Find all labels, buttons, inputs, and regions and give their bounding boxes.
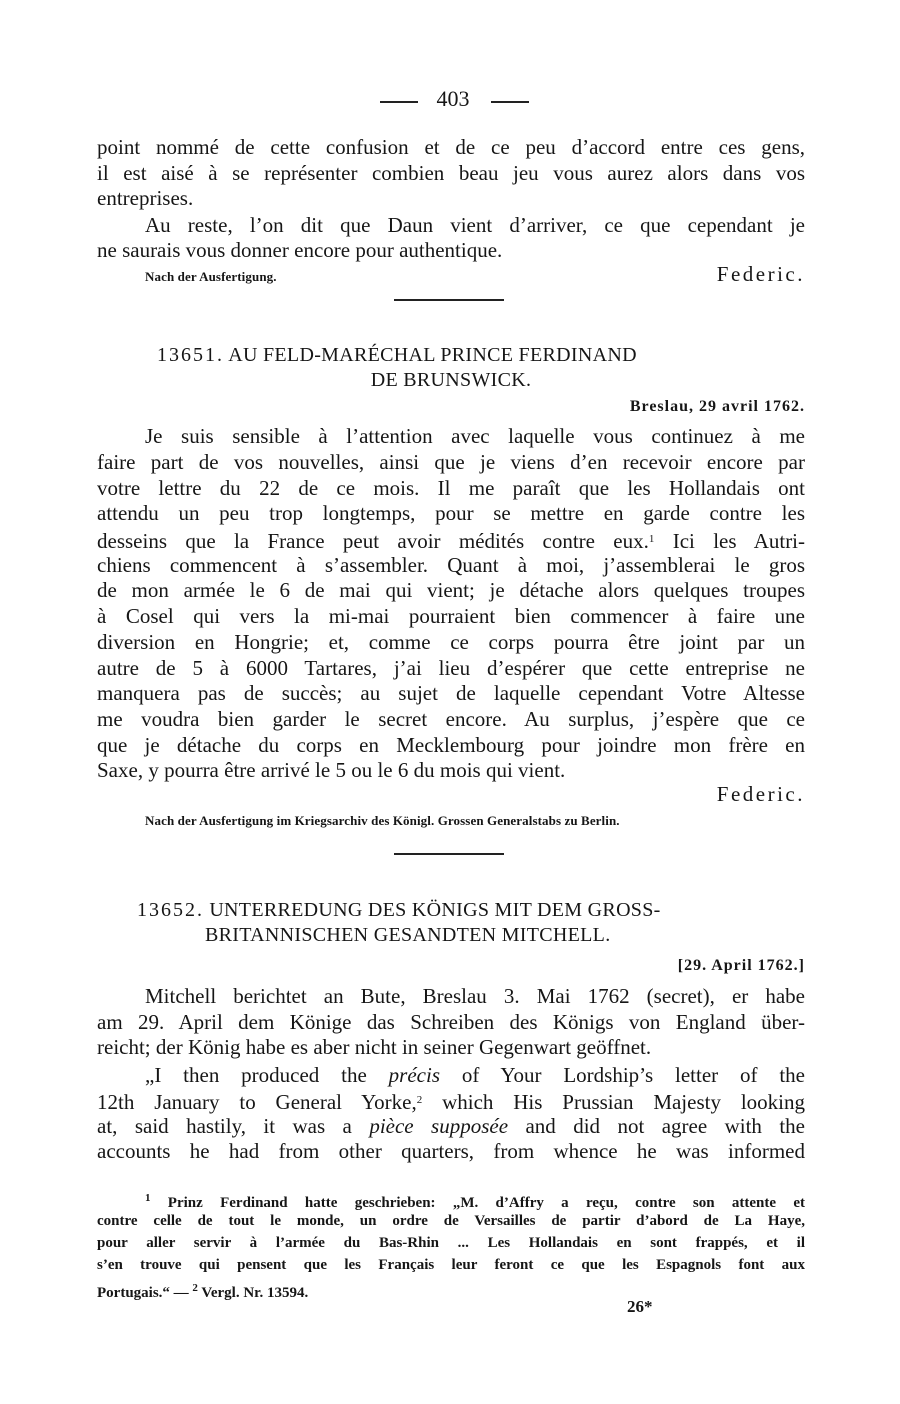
text-line: autre de 5 à 6000 Tartares, j’ai lieu d’espérer que cette entreprise ne [97,656,805,680]
text-span: Prinz Ferdinand hatte geschrieben: „M. d’Affry a reçu, contre son attente et [150,1195,805,1211]
section-divider [394,853,504,855]
text-span: Ici les Autri- [654,529,806,553]
text-line [97,1087,805,1113]
place-date: Breslau, 29 avril 1762. [629,398,805,415]
text-line: accounts he had from other quarters, from whence he was informed [97,1139,805,1163]
text-line [97,1062,805,1088]
page-number: 403 [436,86,470,111]
text-span: and did not agree with the [508,1114,806,1138]
letter-title-line2: BRITANNISCHEN GESANDTEN MITCHELL. [205,924,611,946]
text-span: „I then produced the [145,1063,389,1087]
footnote-line: s’en trouve qui pensent que les Français leur feront ce que les Espagnols font aux [97,1257,805,1273]
document-page [97,0,805,1404]
text-line: votre lettre du 22 de ce mois. Il me paraît que les Hollandais ont [97,476,805,500]
footnote-number: 2 [192,1282,198,1294]
text-line: Saxe, y pourra être arrivé le 5 ou le 6 du mois qui vient. [97,758,566,782]
letter-number: 13652. [137,899,204,921]
text-line: am 29. April dem Könige das Schreiben des Königs von England über- [97,1010,805,1034]
text-span: 12th January to General Yorke, [97,1090,417,1114]
text-line: point nommé de cette confusion et de ce peu d’accord entre ces gens, [97,135,805,159]
letter-title-line2: DE BRUNSWICK. [370,369,532,391]
signature: Federic. [716,262,805,286]
text-line: reicht; der König habe es aber nicht in seiner Gegenwart geöffnet. [97,1035,652,1059]
text-line: que je détache du corps en Mecklembourg pour joindre mon frère en [97,733,805,757]
text-line: de mon armée le 6 de mai qui vient; je détache alors quelques troupes [97,578,805,602]
text-line: ne saurais vous donner encore pour authentique. [97,238,503,262]
signature: Federic. [716,782,805,806]
signature-mark: 26* [627,1297,653,1316]
text-span: Vergl. Nr. 13594. [197,1285,309,1301]
text-line: attendu un peu trop longtemps, pour se mettre en garde contre les [97,501,805,525]
text-line: entreprises. [97,186,194,210]
text-line: à Cosel qui vers la mi-mai pourraient bien commencer à faire une [97,604,805,628]
footnote-line: pour aller servir à l’armée du Bas-Rhin ... Les Hollandais en sont frappés, et il [97,1235,805,1251]
text-span: which His Prussian Majesty looking [422,1090,805,1114]
text-span: Portugais.“ — [97,1285,193,1301]
section-divider [394,299,504,301]
text-span: at, said hastily, it was a [97,1114,370,1138]
letter-title: UNTERREDUNG DES KÖNIGS MIT DEM GROSS- [209,899,661,921]
footnote-line: contre celle de tout le monde, un ordre de Versailles de partir d’abord de La Haye, [97,1213,805,1229]
italic-term: pièce supposée [369,1114,509,1138]
text-line: Je suis sensible à l’attention avec laquelle vous continuez à me [145,424,805,448]
italic-term: précis [388,1063,440,1087]
source-note: Nach der Ausfertigung. [145,269,277,284]
footnote-number: 1 [145,1192,151,1204]
text-span: of Your Lordship’s letter of the [440,1063,805,1087]
footnote-marker[interactable]: 2 [416,1094,423,1106]
text-line [97,1113,805,1139]
text-line: diversion en Hongrie; et, comme ce corps pourra être joint par un [97,630,805,654]
letter-heading [157,342,757,368]
running-header [97,86,805,116]
text-line: Mitchell berichtet an Bute, Breslau 3. Mai 1762 (secret), er habe [145,984,805,1008]
footnote-line [97,1187,805,1209]
header-dash-left [380,101,418,103]
letter-heading [137,897,797,923]
letter-title: AU FELD-MARÉCHAL PRINCE FERDINAND [228,344,637,366]
footnote-line [97,1277,805,1299]
text-line: me voudra bien garder le secret encore. Au surplus, j’espère que ce [97,707,805,731]
text-line: Au reste, l’on dit que Daun vient d’arriver, ce que cependant je [145,213,805,237]
text-line: il est aisé à se représenter combien beau jeu vous aurez alors dans vos [97,161,805,185]
letter-number: 13651. [157,344,224,366]
text-line: faire part de vos nouvelles, ainsi que je viens d’en recevoir encore par [97,450,805,474]
text-span: desseins que la France peut avoir médités contre eux. [97,529,649,553]
date-note: [29. April 1762.] [677,957,805,974]
text-line [97,526,805,552]
text-line: chiens commencent à s’assembler. Quant à moi, j’assemblerai le gros [97,553,805,577]
footnote-marker[interactable]: 1 [648,533,655,545]
source-note: Nach der Ausfertigung im Kriegsarchiv des Königl. Grossen Generalstabs zu Berlin. [145,813,620,828]
text-line: manquera pas de succès; au sujet de laquelle cependant Votre Altesse [97,681,805,705]
header-dash-right [491,101,529,103]
